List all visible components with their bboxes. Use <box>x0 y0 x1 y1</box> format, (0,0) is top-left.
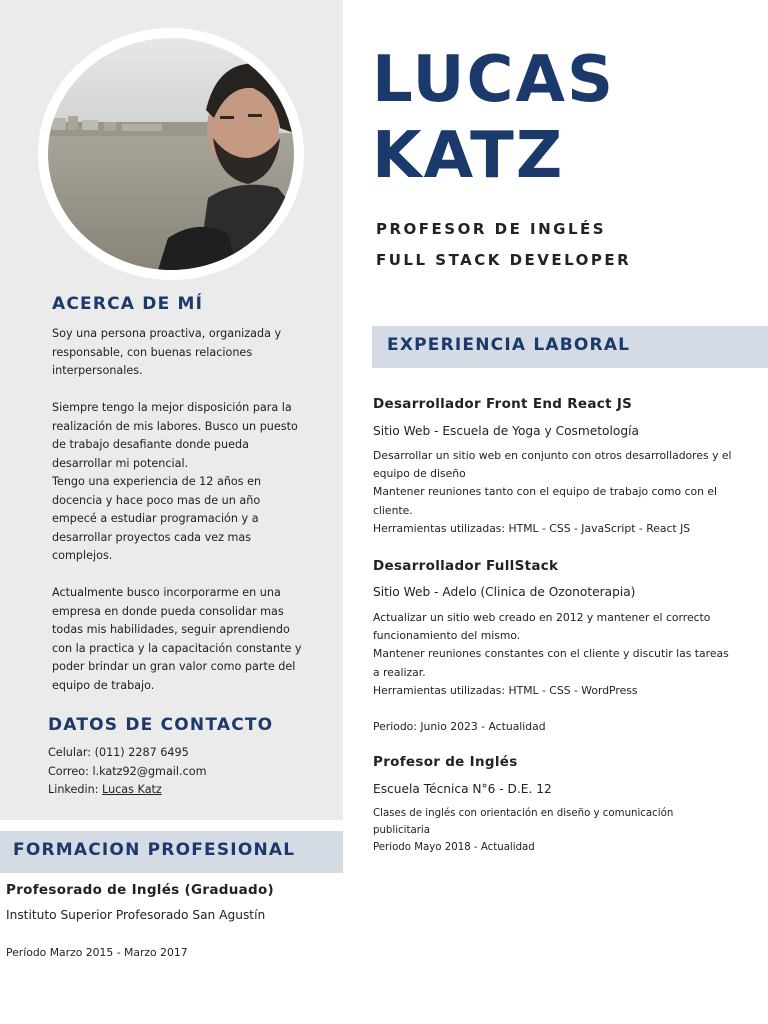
full-name <box>372 42 615 194</box>
job-description-line: Desarrollar un sitio web en conjunto con otros desarrolladores y el equipo de diseño <box>373 449 732 481</box>
contact-heading: DATOS DE CONTACTO <box>48 715 274 735</box>
job-period: Periodo: Junio 2023 - Actualidad <box>373 720 546 733</box>
about-paragraph: Actualmente busco incorporarme en una empresa en donde pueda consolidar mas todas mis habilidades, seguir aprendiendo con la practica y la capacitación constante y poder brindar un gran valor como parte del equipo de trabajo. <box>52 586 302 692</box>
job-title: Desarrollador FullStack <box>373 558 559 574</box>
job-description <box>373 447 733 538</box>
job-subtitle-developer: FULL STACK DEVELOPER <box>376 251 632 269</box>
education-heading-band <box>0 831 343 873</box>
job-description-line: Clases de inglés con orientación en diseño y comunicación publicitaria <box>373 808 674 836</box>
experience-heading: EXPERIENCIA LABORAL <box>387 335 631 355</box>
education-heading: FORMACION PROFESIONAL <box>13 840 296 860</box>
about-text <box>52 325 302 714</box>
job-company: Escuela Técnica N°6 - D.E. 12 <box>373 782 552 796</box>
profile-photo <box>48 38 294 270</box>
first-name: LUCAS <box>372 43 616 117</box>
job-title: Profesor de Inglés <box>373 754 518 770</box>
contact-linkedin <box>48 781 206 800</box>
job-description <box>373 609 733 700</box>
experience-heading-band <box>372 326 768 368</box>
job-company: Sitio Web - Escuela de Yoga y Cosmetología <box>373 424 639 438</box>
job-description <box>373 805 703 856</box>
linkedin-link[interactable]: Lucas Katz <box>102 783 162 796</box>
job-description-line: Mantener reuniones tanto con el equipo de trabajo como con el cliente. <box>373 485 718 517</box>
contact-email: Correo: l.katz92@gmail.com <box>48 764 207 778</box>
job-description-line: Herramientas utilizadas: HTML - CSS - WordPress <box>373 683 638 697</box>
job-description-line: Herramientas utilizadas: HTML - CSS - JavaScript - React JS <box>373 521 691 535</box>
about-paragraph: Soy una persona proactiva, organizada y responsable, con buenas relaciones interpersonales. <box>52 327 282 377</box>
linkedin-label: Linkedin: <box>48 783 103 796</box>
contact-phone: Celular: (011) 2287 6495 <box>48 746 189 759</box>
about-paragraph: Siempre tengo la mejor disposición para la realización de mis labores. Busco un puesto de trabajo desafiante donde pueda desarrollar mi potencial. <box>52 401 298 470</box>
about-paragraph: Tengo una experiencia de 12 años en docencia y hace poco mas de un año empecé a estudiar programación y a desarrollar proyectos cada vez mas complejos. <box>52 475 262 562</box>
job-description-line: Mantener reuniones constantes con el cliente y discutir las tareas a realizar. <box>373 647 729 679</box>
job-description-line: Periodo Mayo 2018 - Actualidad <box>373 842 535 853</box>
last-name: KATZ <box>372 119 565 193</box>
degree-period: Período Marzo 2015 - Marzo 2017 <box>6 946 188 959</box>
contact-list <box>48 744 206 800</box>
job-company: Sitio Web - Adelo (Clinica de Ozonoterapia) <box>373 585 636 599</box>
job-title: Desarrollador Front End React JS <box>373 396 633 412</box>
about-heading: ACERCA DE MÍ <box>52 294 204 314</box>
job-description-line: Actualizar un sitio web creado en 2012 y mantener el correcto funcionamiento del mismo. <box>373 611 711 643</box>
job-subtitle-teacher: PROFESOR DE INGLÉS <box>376 220 607 238</box>
degree-title: Profesorado de Inglés (Graduado) <box>6 882 275 898</box>
degree-school: Instituto Superior Profesorado San Agustín <box>6 908 266 922</box>
